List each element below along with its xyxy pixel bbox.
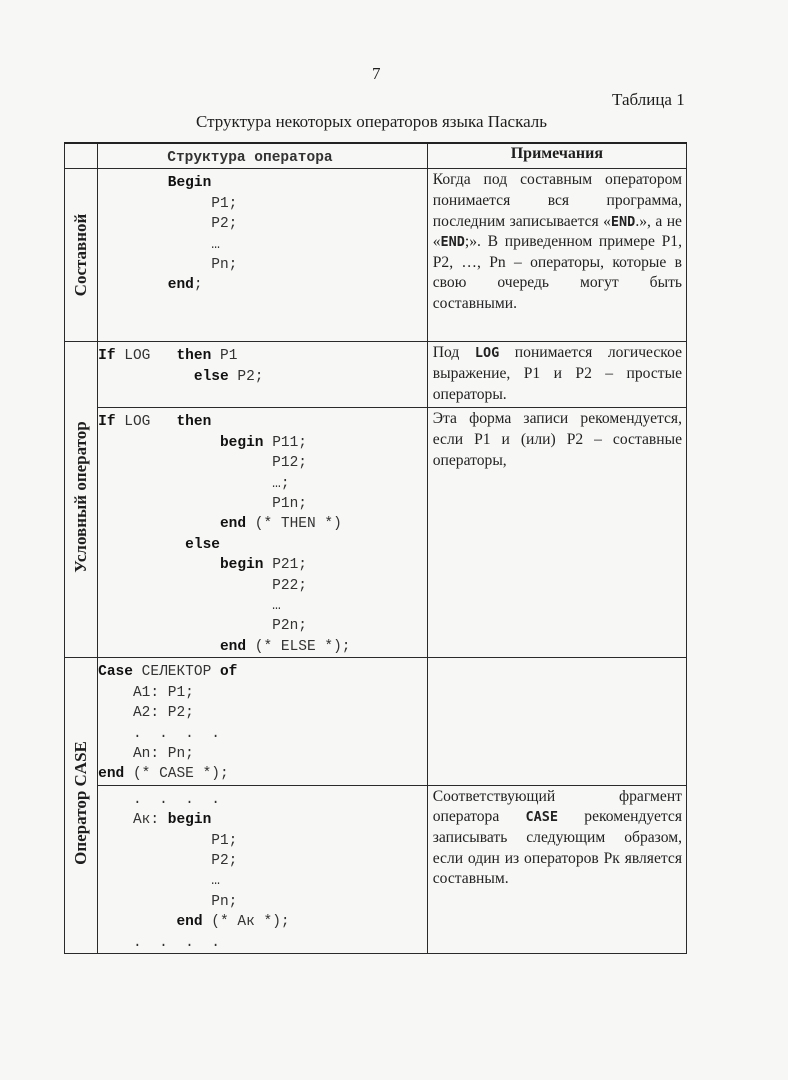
- code-text: ;: [193, 277, 203, 294]
- page-number: 7: [372, 64, 381, 83]
- code-text: P1;: [98, 832, 238, 849]
- code-text: [98, 369, 194, 385]
- code-text: . . . .: [98, 934, 220, 951]
- note-keyword: END: [440, 234, 465, 251]
- note-keyword: END: [610, 213, 636, 230]
- code-text: A2: P2;: [98, 705, 194, 722]
- code-text: [98, 914, 176, 930]
- code-cell-if-simple: [98, 342, 428, 408]
- row-if-simple: [65, 342, 687, 408]
- code-text: СЕЛЕКТОР: [132, 664, 220, 681]
- code-keyword: end: [176, 914, 203, 931]
- code-keyword: then: [176, 414, 212, 431]
- code-line: [98, 851, 427, 871]
- code-text: P2n;: [98, 618, 307, 635]
- note-cell-case-compound: [427, 785, 686, 953]
- note-text: Когда под составным оператором понимается вся программа, последним записывается «: [432, 171, 682, 230]
- code-line: [98, 683, 427, 703]
- code-cell-compound: [98, 169, 428, 342]
- code-keyword: end: [219, 516, 247, 533]
- code-text: Aк:: [98, 812, 168, 829]
- code-text: …: [98, 873, 220, 890]
- code-text: P12;: [98, 455, 307, 472]
- table-title: Структура некоторых операторов языка Паскаль: [196, 112, 548, 131]
- code-keyword: If: [98, 414, 116, 431]
- code-line: [98, 346, 427, 366]
- code-line: [98, 703, 427, 723]
- table-number: Таблица 1: [612, 90, 685, 109]
- code-line: [98, 535, 427, 555]
- code-text: . . . .: [98, 791, 220, 808]
- code-text: [98, 557, 220, 573]
- code-keyword: end: [167, 277, 194, 294]
- section-label-case: Оператор CASE: [71, 741, 91, 866]
- code-text: LOG: [115, 348, 177, 365]
- code-text: P11;: [263, 434, 308, 451]
- code-line: [98, 255, 427, 275]
- code-line: [98, 275, 427, 295]
- code-cell-case-simple: [98, 658, 428, 785]
- code-line: [98, 871, 427, 891]
- note-text: Соответствующий фрагмент оператора: [432, 787, 682, 826]
- code-text: [98, 516, 220, 532]
- code-line: [98, 724, 427, 744]
- code-keyword: end: [219, 638, 247, 655]
- code-text: P1: [211, 348, 238, 365]
- code-text: …: [98, 598, 281, 615]
- side-case: [65, 658, 98, 954]
- note-keyword: LOG: [474, 345, 500, 362]
- code-text: A1: P1;: [98, 684, 194, 701]
- note-text: Под: [432, 344, 475, 362]
- code-line: [98, 494, 427, 514]
- code-text: P2;: [98, 216, 238, 233]
- code-text: (* THEN *): [246, 516, 342, 533]
- code-text: [98, 435, 220, 451]
- code-text: . . . .: [98, 725, 220, 742]
- section-label-compound: Составной: [71, 214, 91, 297]
- header-structure: Структура оператора: [98, 143, 428, 169]
- code-line: [98, 596, 427, 616]
- code-text: Pn;: [98, 257, 238, 274]
- code-text: LOG: [115, 414, 177, 431]
- code-keyword: of: [219, 664, 238, 681]
- row-case-simple: [65, 658, 687, 785]
- header-notes: Примечания: [427, 143, 686, 169]
- code-keyword: begin: [167, 812, 212, 829]
- section-label-conditional: Условный оператор: [71, 421, 91, 574]
- code-text: P2;: [228, 368, 264, 385]
- code-line: [98, 194, 427, 214]
- code-text: P21;: [263, 557, 308, 574]
- code-line: [98, 764, 427, 784]
- code-line: [98, 933, 427, 953]
- code-text: [98, 175, 168, 191]
- code-cell-if-compound: [98, 408, 428, 658]
- note-text: ;». В приведенном примере P1, P2, …, Pn – операторы, которые в свою очередь могут быть составными.: [432, 233, 682, 312]
- note-text: рекомендуется записывать следующим образом, если один из операторов Pк является составным.: [432, 808, 682, 888]
- code-text: P22;: [98, 577, 307, 594]
- note-keyword: CASE: [525, 809, 559, 826]
- code-line: [98, 810, 427, 830]
- code-line: [98, 474, 427, 494]
- code-text: P1;: [98, 195, 238, 212]
- code-line: [98, 235, 427, 255]
- code-keyword: Begin: [167, 175, 212, 192]
- row-if-compound: [65, 408, 687, 658]
- code-keyword: begin: [219, 557, 264, 574]
- operators-table: [64, 142, 687, 954]
- note-text: понимается логическое выражение, P1 и P2 – простые операторы.: [432, 344, 682, 403]
- code-text: [98, 639, 220, 655]
- code-keyword: then: [176, 348, 212, 365]
- row-case-compound: [65, 785, 687, 953]
- code-line: [98, 662, 427, 682]
- code-line: [98, 576, 427, 596]
- code-line: [98, 412, 427, 432]
- code-line: [98, 367, 427, 387]
- code-line: [98, 514, 427, 534]
- code-cell-case-compound: [98, 785, 428, 953]
- code-keyword: If: [98, 348, 116, 365]
- code-text: P2;: [98, 852, 238, 869]
- code-text: (* CASE *);: [124, 766, 229, 783]
- code-text: Pn;: [98, 893, 238, 910]
- code-text: (* ELSE *);: [246, 638, 351, 655]
- code-text: [98, 537, 185, 553]
- code-text: (* Aк *);: [202, 914, 290, 931]
- code-line: [98, 433, 427, 453]
- row-compound: [65, 169, 687, 342]
- code-line: [98, 790, 427, 810]
- code-text: …;: [98, 475, 290, 492]
- side-compound: [65, 169, 98, 342]
- code-text: …: [98, 236, 220, 253]
- header-empty-cell: [65, 143, 98, 169]
- note-cell-case-simple: [427, 658, 686, 785]
- code-line: [98, 616, 427, 636]
- note-cell-if-simple: [427, 342, 686, 408]
- code-line: [98, 555, 427, 575]
- code-line: [98, 214, 427, 234]
- code-line: [98, 744, 427, 764]
- code-keyword: begin: [219, 434, 264, 451]
- code-text: [98, 277, 168, 293]
- code-keyword: else: [185, 536, 220, 553]
- code-keyword: else: [193, 368, 229, 385]
- table-header-row: [65, 143, 687, 169]
- code-keyword: Case: [98, 664, 133, 681]
- note-cell-compound: [427, 169, 686, 342]
- code-line: [98, 912, 427, 932]
- code-line: [98, 453, 427, 473]
- code-text: P1n;: [98, 496, 307, 513]
- code-text: An: Pn;: [98, 745, 194, 762]
- code-line: [98, 637, 427, 657]
- code-keyword: end: [98, 766, 125, 783]
- code-line: [98, 892, 427, 912]
- note-text: Эта форма записи рекомендуется, если P1 и (или) P2 – составные операторы,: [432, 410, 682, 469]
- code-line: [98, 173, 427, 193]
- side-conditional: [65, 342, 98, 658]
- code-line: [98, 831, 427, 851]
- note-cell-if-compound: [427, 408, 686, 658]
- note-text: .», а не «: [432, 212, 682, 251]
